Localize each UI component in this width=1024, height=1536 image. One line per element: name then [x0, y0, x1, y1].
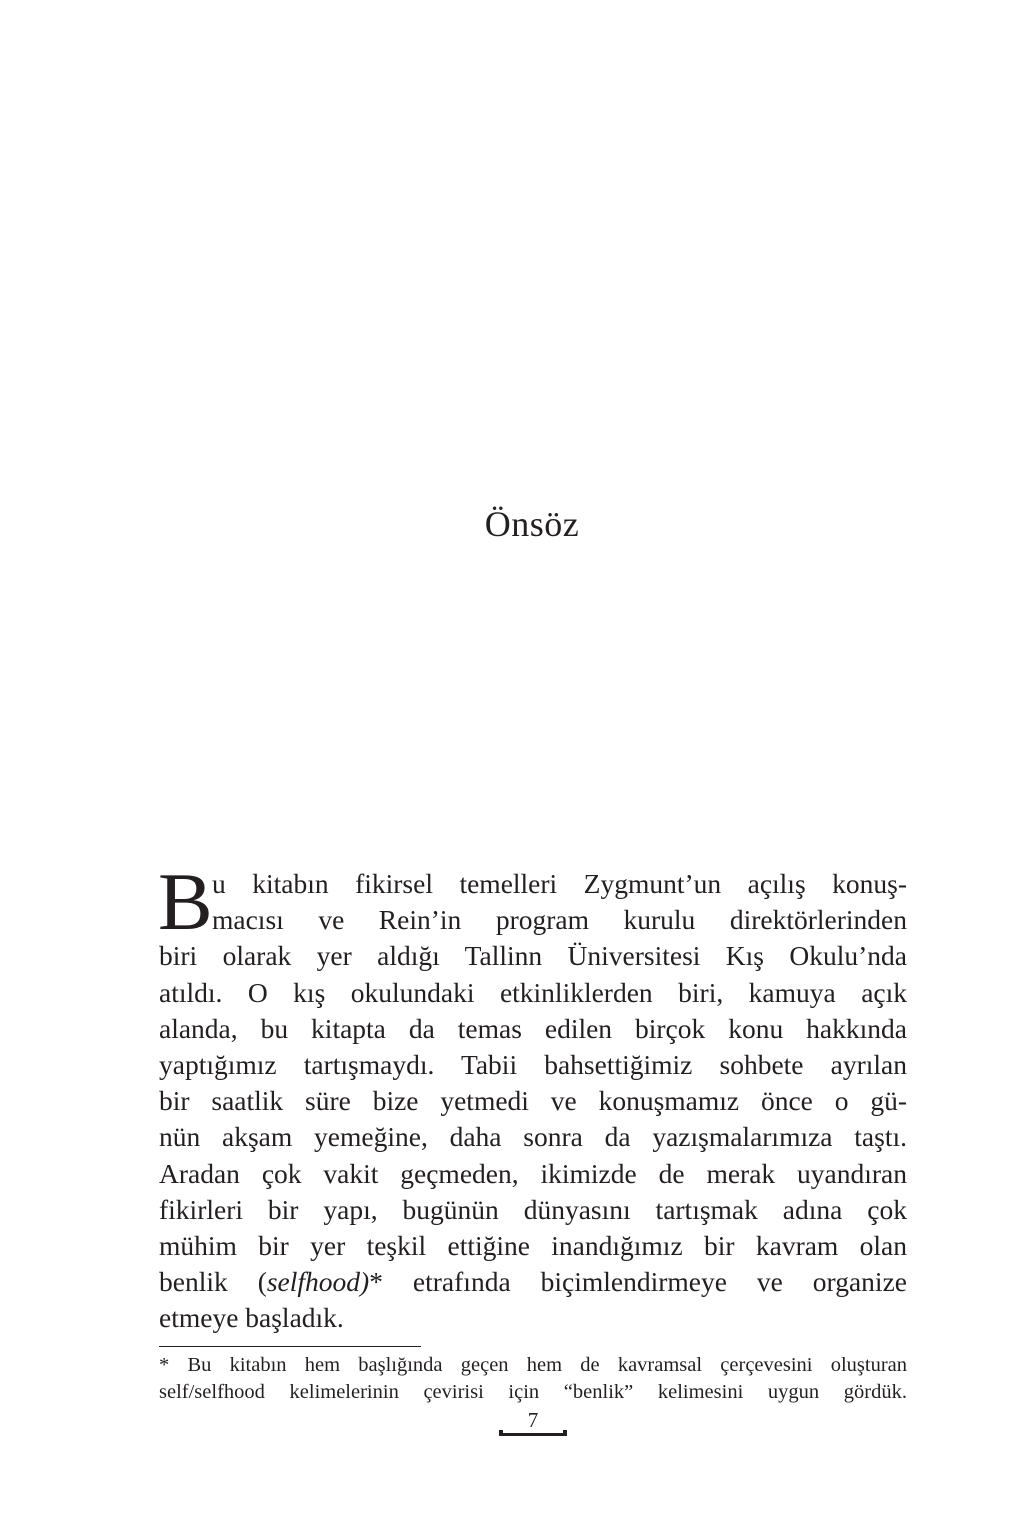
- footnote-line: self/selfhood kelimelerinin çevirisi için “benlik” kelimesini uygun gördük.: [159, 1381, 907, 1403]
- page-number-block: [499, 1408, 567, 1434]
- page-number: 7: [527, 1408, 539, 1432]
- footnote: [159, 1352, 907, 1406]
- paragraph-line: nün akşam yemeğine, daha sonra da yazışmalarımıza taştı.: [159, 1121, 907, 1153]
- paragraph-line: fikirleri bir yapı, bugünün dünyasını tartışmak adına çok: [159, 1193, 907, 1225]
- footnote-divider: [159, 1346, 421, 1347]
- line-segment: * etrafında biçimlendirmeye ve organize: [369, 1266, 907, 1298]
- paragraph-line: atıldı. O kış okulundaki etkinliklerden biri, kamuya açık: [159, 976, 907, 1008]
- drop-cap: B: [158, 856, 213, 947]
- paragraph-line: alanda, bu kitapta da temas edilen birçok konu hakkında: [159, 1012, 907, 1044]
- preface-paragraph: [158, 856, 907, 1337]
- paragraph-last-line: etmeye başladık.: [159, 1302, 344, 1334]
- italic-term: selfhood): [266, 1266, 370, 1298]
- paragraph-line: u kitabın fikirsel temelleri Zygmunt’un açılış konuş-: [212, 868, 907, 899]
- paragraph-line: Aradan çok vakit geçmeden, ikimizde de merak uyandıran: [159, 1157, 907, 1189]
- page-number-bracket: [499, 1430, 567, 1436]
- paragraph-line: bir saatlik süre bize yetmedi ve konuşmamız önce o gü-: [159, 1085, 907, 1117]
- paragraph-line: macısı ve Rein’in program kurulu direktörlerinden: [212, 904, 907, 936]
- paragraph-line: biri olarak yer aldığı Tallinn Üniversitesi Kış Okulu’nda: [159, 940, 907, 972]
- footnote-line: * Bu kitabın hem başlığında geçen hem de kavramsal çerçevesini oluşturan: [159, 1354, 907, 1376]
- line-segment: benlik (: [159, 1266, 267, 1298]
- paragraph-line-with-italic: [159, 1264, 907, 1300]
- chapter-title: Önsöz: [484, 504, 580, 544]
- paragraph-line: mühim bir yer teşkil ettiğine inandığımız bir kavram olan: [159, 1230, 907, 1262]
- paragraph-line: yaptığımız tartışmaydı. Tabii bahsettiğimiz sohbete ayrılan: [159, 1049, 907, 1081]
